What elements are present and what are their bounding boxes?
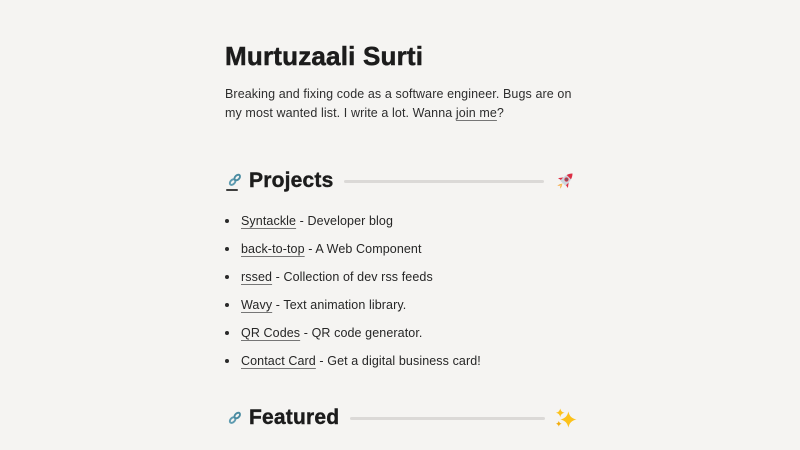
section-heading-featured [225, 405, 577, 431]
list-item [225, 354, 577, 368]
join-me-link[interactable]: join me [455, 105, 497, 120]
section-heading-projects [225, 168, 577, 194]
project-text [241, 214, 393, 228]
project-list [225, 214, 577, 368]
project-link-qr-codes[interactable]: QR Codes [241, 326, 301, 340]
bullet-icon [225, 359, 229, 363]
bullet-icon [225, 247, 229, 251]
page-title: Murtuzaali Surti [225, 41, 424, 71]
separator: - [272, 270, 284, 284]
separator: - [296, 214, 308, 228]
project-link-syntackle[interactable]: Syntackle [241, 214, 297, 228]
separator: - [315, 354, 328, 368]
project-text [241, 354, 481, 368]
heading-rule [350, 417, 545, 420]
projects-anchor-link[interactable] [227, 172, 243, 191]
project-link-back-to-top[interactable]: back-to-top [241, 242, 305, 256]
project-desc: Text animation library. [283, 298, 407, 312]
project-desc: Get a digital business card! [327, 354, 481, 368]
list-item [225, 214, 577, 228]
project-link-contact-card[interactable]: Contact Card [241, 354, 316, 368]
list-item [225, 326, 577, 340]
content-column [225, 0, 577, 431]
anchor-underline [226, 189, 238, 191]
heading-rule [344, 180, 544, 183]
project-text [241, 242, 422, 256]
bio-line1: Breaking and fixing code as a software engineer. Bugs are on [225, 87, 572, 101]
separator: - [272, 298, 284, 312]
project-text [241, 270, 433, 284]
project-desc: A Web Component [315, 242, 422, 256]
bio-paragraph [225, 85, 577, 122]
projects-title: Projects [249, 169, 334, 192]
project-text [241, 326, 422, 340]
bio-line2: my most wanted list. I write a lot. Wanna [225, 105, 456, 120]
list-item [225, 270, 577, 284]
sparkles-icon [554, 407, 577, 430]
chain-link-icon [227, 410, 243, 426]
bullet-icon [225, 275, 229, 279]
project-desc: Developer blog [307, 214, 393, 228]
featured-anchor-link[interactable] [227, 410, 243, 426]
project-desc: QR code generator. [311, 326, 423, 340]
project-link-rssed[interactable]: rssed [241, 270, 273, 284]
separator: - [300, 326, 312, 340]
separator: - [304, 242, 316, 256]
rocket-icon [553, 168, 577, 194]
bullet-icon [225, 219, 229, 223]
chain-link-icon [227, 172, 243, 188]
project-text [241, 298, 406, 312]
bullet-icon [225, 303, 229, 307]
bullet-icon [225, 331, 229, 335]
bio-suffix: ? [496, 105, 504, 120]
featured-title: Featured [249, 406, 340, 429]
list-item [225, 298, 577, 312]
project-link-wavy[interactable]: Wavy [241, 298, 273, 312]
project-desc: Collection of dev rss feeds [283, 270, 433, 284]
list-item [225, 242, 577, 256]
